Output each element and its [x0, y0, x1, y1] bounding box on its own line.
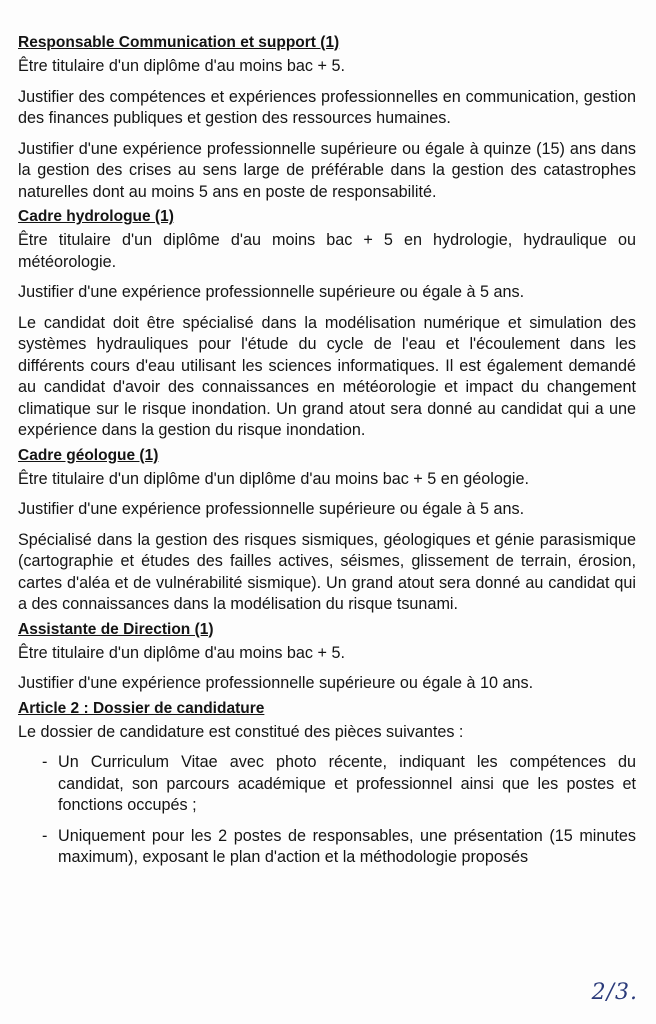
paragraph: Être titulaire d'un diplôme d'un diplôme d'au moins bac + 5 en géologie. [18, 469, 529, 488]
section-heading: Responsable Communication et support (1) [18, 34, 340, 51]
paragraph: Être titulaire d'un diplôme d'au moins bac + 5. [18, 57, 345, 75]
section-cadre-hydrologue [18, 207, 636, 442]
bullet-marker: - [42, 753, 48, 771]
document-body [18, 33, 636, 878]
article-intro: Le dossier de candidature est constitué des pièces suivantes : [18, 722, 464, 741]
section-heading: Assistante de Direction (1) [18, 620, 214, 638]
section-responsable-communication [18, 33, 636, 203]
section-cadre-geologue [18, 446, 636, 616]
paragraph: Justifier des compétences et expériences professionnelles en communication, gestion des finances publiques et gestion des ressources humaines. [18, 87, 636, 127]
page-number: 2/3. [591, 980, 638, 1005]
paragraph: Justifier d'une expérience professionnelle supérieure ou égale à 5 ans. [18, 283, 525, 301]
paragraph: Le candidat doit être spécialisé dans la modélisation numérique et simulation des systèmes hydrauliques pour l'étude du cycle de l'eau et l'écoulement dans les différents cours d'eau utilisant les sciences informatiques. Il est également demandé au candidat d'avoir des connaissances en météorologie et impact du changement climatique sur le risque inondation. Un grand atout sera donné au candidat qui a une expérience dans la gestion du risque inondation. [18, 313, 636, 439]
list-item [18, 752, 636, 817]
article-heading: Article 2 : Dossier de candidature [18, 699, 265, 717]
list-item-text: Uniquement pour les 2 postes de responsables, une présentation (15 minutes maximum), exposant le plan d'action et la méthodologie proposés [58, 826, 636, 866]
paragraph: Justifier d'une expérience professionnelle supérieure ou égale à 10 ans. [18, 674, 534, 692]
paragraph: Être titulaire d'un diplôme d'au moins bac + 5 en hydrologie, hydraulique ou météorologie. [18, 231, 636, 271]
paragraph: Justifier d'une expérience professionnelle supérieure ou égale à 5 ans. [18, 500, 525, 518]
paragraph: Spécialisé dans la gestion des risques sismiques, géologiques et génie parasismique (cartographie et études des failles actives, séismes, glissement de terrain, érosion, cartes d'aléa et de vulnérabilité sismique). Un grand atout sera donné au candidat qui a des connaissances dans la modélisation du risque tsunami. [18, 530, 636, 613]
section-assistante-direction [18, 620, 636, 695]
list-item-text: Un Curriculum Vitae avec photo récente, indiquant les compétences du candidat, son parcours académique et professionnel ainsi que les postes et fonctions occupés ; [58, 753, 636, 814]
section-heading: Cadre géologue (1) [18, 446, 159, 464]
section-heading: Cadre hydrologue (1) [18, 208, 174, 225]
paragraph: Être titulaire d'un diplôme d'au moins bac + 5. [18, 643, 345, 662]
list-item [18, 826, 636, 869]
article-dossier-candidature [18, 699, 636, 869]
bullet-marker: - [42, 826, 48, 845]
requirements-list [18, 752, 636, 869]
paragraph: Justifier d'une expérience professionnelle supérieure ou égale à quinze (15) ans dans la gestion des crises au sens large de préférable dans la gestion des catastrophes naturelles dont au moins 5 ans en poste de responsabilité. [18, 139, 636, 201]
